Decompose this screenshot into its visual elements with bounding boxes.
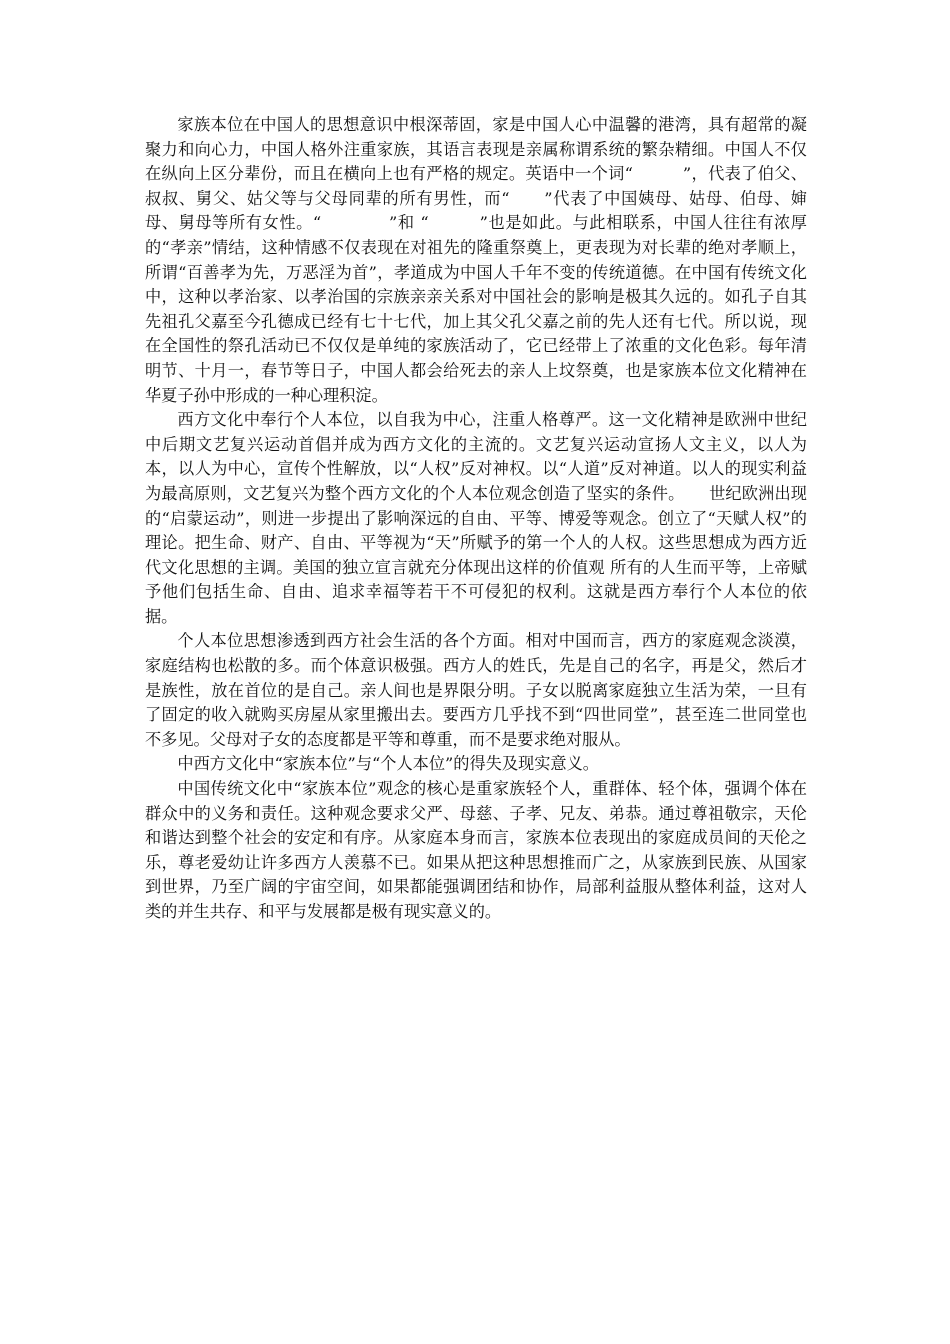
paragraph-family-orientation: 家族本位在中国人的思想意识中根深蒂固，家是中国人心中温馨的港湾，具有超常的凝聚力和向心力，中国人格外注重家族，其语言表现是亲属称谓系统的繁杂精细。中国人不仅在纵向上区分辈份，而且在横向上也有严格的规定。英语中一个词“ ”，代表了伯父、叔叔、舅父、姑父等与父母同辈的所有男性，而“ ”代表了中国姨母、姑母、伯母、婶母、舅母等所有女性。“ ”和 “ ”也是如此。与此相联系，中国人往往有浓厚的“孝亲”情结，这种情感不仅表现在对祖先的隆重祭奠上，更表现为对长辈的绝对孝顺上，所谓“百善孝为先，万恶淫为首”，孝道成为中国人千年不变的传统道德。在中国有传统文化中，这种以孝治家、以孝治国的宗族亲亲关系对中国社会的影响是极其久远的。如孔子自其先祖孔父嘉至今孔德成已经有七十七代，加上其父孔父嘉之前的先人还有七代。所以说，现在全国性的祭孔活动已不仅仅是单纯的家族活动了，它已经带上了浓重的文化色彩。每年清明节、十月一，春节等日子，中国人都会给死去的亲人上坟祭奠，也是家族本位文化精神在华夏子孙中形成的一种心理积淀。 (145, 115, 807, 405)
paragraph-section-heading: 中西方文化中“家族本位”与“个人本位”的得失及现实意义。 (177, 754, 599, 774)
paragraph-chinese-tradition: 中国传统文化中“家族本位”观念的核心是重家族轻个人，重群体、轻个体，强调个体在群众中的义务和责任。这种观念要求父严、母慈、子孝、兄友、弟恭。通过尊祖敬宗，天伦和谐达到整个社会的安定和有序。从家庭本身而言，家族本位表现出的家庭成员间的天伦之乐，尊老爱幼让许多西方人羡慕不已。如果从把这种思想推而广之，从家族到民族、从国家到世界，乃至广阔的宇宙空间，如果都能强调团结和协作，局部利益服从整体利益，这对人类的并生共存、和平与发展都是极有现实意义的。 (145, 779, 807, 921)
paragraph-individual-orientation: 西方文化中奉行个人本位，以自我为中心，注重人格尊严。这一文化精神是欧洲中世纪中后期文艺复兴运动首倡并成为西方文化的主流的。文艺复兴运动宣扬人文主义，以人为本，以人为中心，宣传个性解放，以“人权”反对神权。以“人道”反对神道。以人的现实利益为最高原则，文艺复兴为整个西方文化的个人本位观念创造了坚实的条件。 世纪欧洲出现的“启蒙运动”，则进一步提出了影响深远的自由、平等、博爱等观念。创立了“天赋人权”的理论。把生命、财产、自由、平等视为“天”所赋予的第一个人的人权。这些思想成为西方近代文化思想的主调。美国的独立宣言就充分体现出这样的价值观 所有的人生而平等，上帝赋予他们包括生命、自由、追求幸福等若干不可侵犯的权利。这就是西方奉行个人本位的依据。 (145, 410, 807, 626)
document-body (145, 113, 807, 925)
paragraph-western-society: 个人本位思想渗透到西方社会生活的各个方面。相对中国而言，西方的家庭观念淡漠，家庭结构也松散的多。而个体意识极强。西方人的姓氏，先是自己的名字，再是父，然后才是族性，放在首位的是自己。亲人间也是界限分明。子女以脱离家庭独立生活为荣，一旦有了固定的收入就购买房屋从家里搬出去。要西方几乎找不到“四世同堂”，甚至连二世同堂也不多见。父母对子女的态度都是平等和尊重，而不是要求绝对服从。 (145, 631, 807, 749)
